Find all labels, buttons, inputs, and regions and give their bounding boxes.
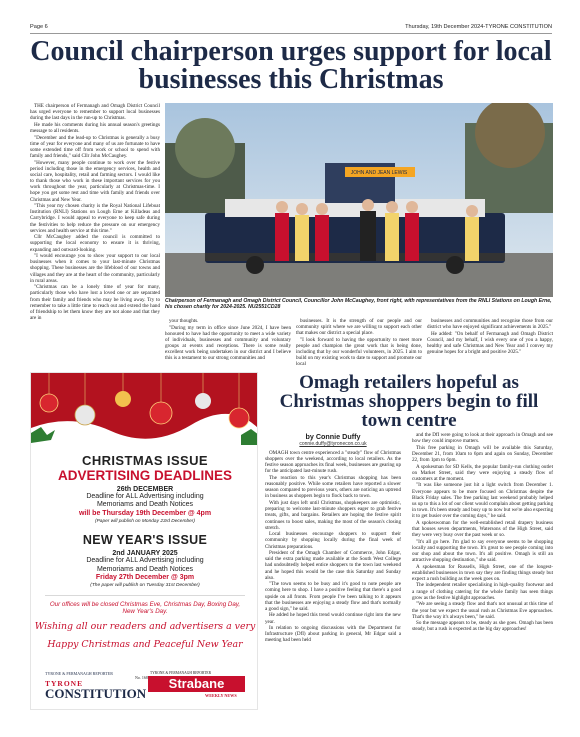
weekly-news-text: WEEKLY NEWS xyxy=(205,693,237,698)
omagh-headline: Omagh retailers hopeful as Christmas shoppers begin to fill town centre xyxy=(279,372,539,431)
constitution-logo-text: CONSTITUTION xyxy=(45,686,147,701)
paragraph: "This year my chosen charity is the Royal National Lifeboat Institution (RNLI) Stations on Lough Erne at Killadeas and Carrybridge. I would appeal to everyone to keep safe during the festivities to help reduce the pressure on our emergency services and health service at this time." xyxy=(30,203,160,234)
paragraph: He added he hoped this trend would continue right into the new year. xyxy=(265,612,401,625)
christmas-baubles-icon xyxy=(31,373,258,453)
photo-caption: Chairperson of Fermanagh and Omagh District Council, Councillor John McCaughey, front right, with representatives from the RNLI Stations on Lough Erne, his chosen charity for 2024-2025. NU2551CD28 xyxy=(165,298,552,311)
story2-column-2 xyxy=(412,432,553,710)
rnli-photo-illustration xyxy=(165,103,553,297)
advertising-deadlines-title: ADVERTISING DEADLINES xyxy=(57,468,233,483)
deadline-line: Memoriams and Death Notices xyxy=(96,501,194,509)
page-header xyxy=(30,24,552,34)
new-year-deadline: Friday 27th December @ 3pm xyxy=(95,574,195,582)
paragraph: OMAGH town centre experienced a "steady" flow of Christmas shoppers over the weekend, according to local retailers. As the festive season approaches its final week, businesses are gearing up for the anticipated last-minute rush. xyxy=(265,450,401,475)
author-name: by Connie Duffy xyxy=(305,432,361,441)
paragraph: THE chairperson of Fermanagh and Omagh District Council has urged everyone to remember to support local businesses during the last days in the run-up to Christmas. xyxy=(30,103,160,122)
dateline: Thursday, 19th December 2024-TYRONE CONSTITUTION xyxy=(405,24,552,30)
paragraph: A spokesman for Russells, High Street, one of the longest-established businesses in town say they are finding things steady but expect a rush building as the week goes on. xyxy=(412,563,553,582)
story1-column-4 xyxy=(427,318,553,370)
story1-column-3 xyxy=(296,318,422,370)
strabane-tagline: TYRONE & FERMANAGH REPORTER xyxy=(150,671,211,675)
issue-number: No. 168 xyxy=(135,675,148,680)
paragraph: your thoughts. xyxy=(169,318,199,324)
tyrone-constitution-tagline: TYRONE & FERMANAGH REPORTER xyxy=(45,671,113,676)
story2-column-1 xyxy=(265,450,401,710)
office-closure-notice: Our offices will be closed Christmas Eve, Christmas Day, Boxing Day, New Year's Day. xyxy=(45,595,245,615)
paragraph: and the DfI were going to look at their approach in Omagh and see how they could improve matters. xyxy=(412,432,553,445)
publish-note: (Paper will publish on Monday 23rd December) xyxy=(95,519,195,525)
headline: Council chairperson urges support for local businesses this Christmas xyxy=(30,36,552,95)
newspaper-logos xyxy=(45,671,245,701)
deadline-line: Deadline for ALL Advertising including xyxy=(86,557,204,565)
paragraph: Cllr McCaughey added the council is committed to supporting the local economy to ensure it is thriving, expanding and outward-looking. xyxy=(30,234,160,253)
paragraph: President of the Omagh Chamber of Commerce, John Edgar, said the extra parking made available at the South West College had undoubtedly helped entice shoppers to the town last weekend and he hoped this would be the case this Saturday and Sunday also. xyxy=(265,550,401,581)
rnli-photo xyxy=(165,103,553,297)
paragraph: This free parking in Omagh will be available this Saturday, December 21, from 10am to 6pm and again on Sunday, December 22, from 1pm to 6pm. xyxy=(412,444,553,464)
new-years-issue-title: NEW YEAR'S ISSUE xyxy=(82,533,208,548)
byline xyxy=(265,432,401,447)
paragraph: "It's all go here. I'm glad to say everyone seems to be shopping locally and supporting the town. It's great to see people coming into our shop and about the town. It's all positive. Omagh is still an attractive shopping destination," she said. xyxy=(412,538,553,564)
paragraph: "I would encourage you to show your support to our local businesses when it comes to your last-minute Christmas shopping. These businesses are the lifeblood of our towns and villages and they are at the heart of the community, particularly in rural areas. xyxy=(30,253,160,284)
story1-column-2 xyxy=(165,318,291,370)
paragraph: "It was like someone just hit a light switch from December 1. Everyone appears to be more focused on Christmas despite the Black Friday sales. The free parking last weekend probably helped us up to this a lot of our client would complain about getting parking in town. It's been steady and busy up to now but we're also expecting it to get busier over the coming days," he said. xyxy=(412,482,553,520)
deadline-line: Deadline for ALL Advertising including xyxy=(86,493,204,500)
paragraph: He added: "On behalf of Fermanagh and Omagh District Council, and my behalf, I wish every one of you a happy, healthy and safe Christmas and New Year and I convey my genuine hopes for a bright and positive 2025." xyxy=(427,330,553,356)
paragraph: So the message appears to be, steady as she goes. Omagh has been steady, but a rush is expected as the big day approaches! xyxy=(412,620,553,633)
paragraph: "December and the lead-up to Christmas is generally a busy time of year for everyone and many of us are fortunate to have some extended time off from work or school to spend with family and friends," said Cllr John McCaughey. xyxy=(30,134,160,160)
seasonal-wish: Happy Christmas and Peaceful New Year xyxy=(47,639,243,651)
paragraph: He made his comments during his annual season's greetings message to all residents. xyxy=(30,121,160,135)
deadline-line: Memoriams and Death Notices xyxy=(96,565,194,573)
christmas-issue-date: 26th DECEMBER xyxy=(116,486,174,493)
advert-text xyxy=(31,451,258,651)
paragraph: "We are seeing a steady flow and that's not unusual at this time of the year but we expect the usual rush as Christmas Eve approaches. That's the way it's always been," he said. xyxy=(412,601,553,620)
paragraph: The independent retailer specialising in high-quality footwear and a range of clothing catering for the whole family has seen things grow as the festive highlight approaches. xyxy=(412,582,553,601)
publish-note: (The paper will publish on Tuesday 31st December) xyxy=(90,583,200,589)
tyrone-logo-text: TYRONE xyxy=(45,679,84,688)
christmas-issue-title: CHRISTMAS ISSUE xyxy=(82,453,208,468)
paragraph: "I look forward to having the opportunity to meet more people and champion the great work that is being done, including that by our wonderful volunteers, in 2025. I aim to build on my existing work to date to support and promote our local xyxy=(296,336,422,368)
boat-name-board: JOHN AND JEAN LEWIS xyxy=(350,170,408,176)
paragraph: businesses and communities and recognise those from our district who have enjoyed significant achievements in 2025." xyxy=(427,318,553,331)
paragraph: "Christmas can be a lonely time of year for many, particularly those who have lost a loved one or are separated from their family and friends who may be living away. Try to remember to take a little time to reach out and extend the hand of friendship to let them know they are not alone and that they are in xyxy=(30,284,160,322)
paragraph: "The town seems to be busy and it's good to note people are coming here to shop. I have a positive feeling that there's a good upside on all fronts. From people I've been talking to it appears that the businesses are enjoying a steady flow and that's normally a good sign," he said. xyxy=(265,581,401,612)
seasonal-wish: Wishing all our readers and advertisers a very xyxy=(34,621,256,633)
paragraph: In relation to ongoing discussions with the Department for Infrastructure (DfI) about parking in general, Mr Edgar said a meeting had been held xyxy=(265,625,401,644)
new-years-issue-date: 2nd JANUARY 2025 xyxy=(112,550,178,558)
paragraph: With just days left until Christmas, shopkeepers are optimistic, preparing to welcome last-minute shoppers eager to grab festive treats, gifts, and bargains. Retailers are hoping the festive spirit continues to boost sales, making the most of the season's closing stretch. xyxy=(265,500,401,531)
paragraph: Local businesses encourage shoppers to support their community by shopping locally during the final week of Christmas preparations. xyxy=(265,531,401,550)
deadlines-advert xyxy=(30,372,258,710)
paragraph: The reaction to this year's Christmas shopping has been reasonably positive. While some retailers have reported a slower season compared to previous years, others are noticing an uptrend in business as shoppers begin to flock back to town. xyxy=(265,475,401,500)
christmas-deadline: will be Thursday 19th December @ 4pm xyxy=(78,509,212,517)
story1-column-1 xyxy=(30,103,160,368)
paragraph: "However, many people continue to work over the festive period including those in the emergency services, health and social care, hospitality, retail and farming sectors. I would like to thank those who work in these important services for you work throughout the year, particularly at Christmas-time. I hope you get some rest and time with family and friends over Christmas and New Year. xyxy=(30,159,160,203)
paragraph: A spokesman for SD Kells, the popular family-run clothing outlet on Market Street, said they were enjoying a steady flow of customers at the moment. xyxy=(412,463,553,482)
paragraph: A spokeswoman for the well-established retail drapery business that houses seven departments, Watersons of the High Street, said they were very busy over the past week or so. xyxy=(412,519,553,539)
paragraph: businesses. It is the strength of our people and our community spirit where we are willing to support each other that makes our district a special place. xyxy=(296,318,422,337)
strabane-logo: Strabane xyxy=(148,676,245,692)
author-email[interactable]: connie.duffy@tyronecon.co.uk xyxy=(299,441,367,447)
paragraph: "During my term in office since June 2024, I have been honoured to have had the opportunity to meet a wide variety of individuals, businesses and community and voluntary groups at events and receptions. There is some really excellent work being undertaken in our district and I believe this is a testament to our strong communities and xyxy=(165,324,291,362)
page-number: Page 6 xyxy=(30,24,48,30)
